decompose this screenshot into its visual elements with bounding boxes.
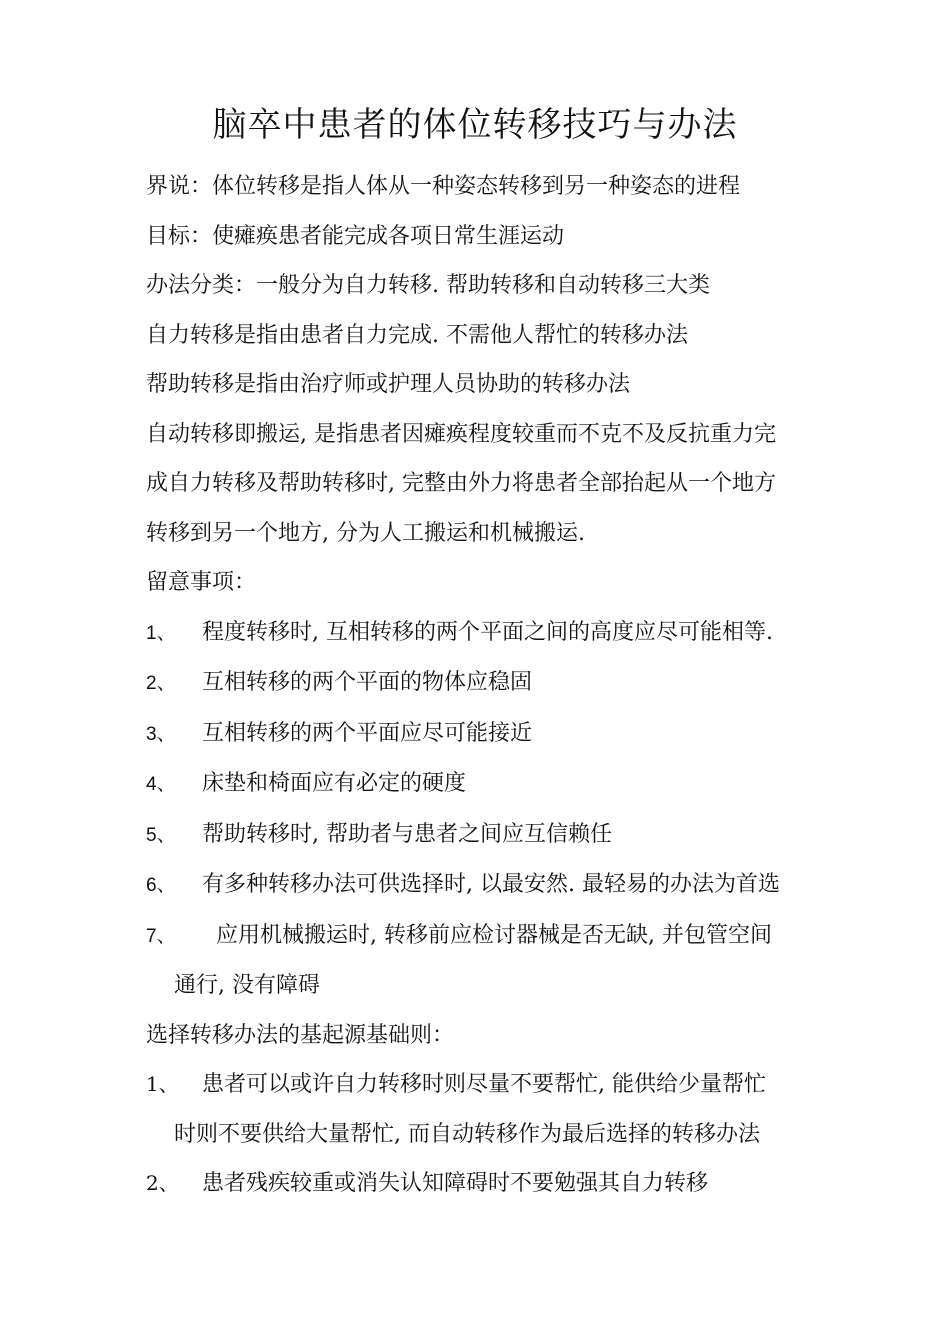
note-text: 有多种转移办法可供选择时, 以最安然. 最轻易的办法为首选 [202,872,780,897]
note-number: 7、 [146,925,176,947]
principles-heading: 选择转移办法的基起源基础则： [146,1022,455,1048]
principle-text: 患者残疾较重或消失认知障碍时不要勉强其自力转移 [202,1171,709,1196]
note-number: 5、 [146,824,176,846]
note-text: 应用机械搬运时, 转移前应检讨器械是否无缺, 并包管空间 [216,922,772,948]
classification-paragraph: 办法分类：一般分为自力转移. 帮助转移和自动转移三大类 [146,273,710,298]
principle-number: 1、 [146,1072,179,1096]
independent-transfer-paragraph: 自力转移是指由患者自力完成. 不需他人帮忙的转移办法 [146,322,688,348]
note-text: 帮助转移时, 帮助者与患者之间应互信赖任 [202,821,612,847]
principle-item [146,1159,826,1209]
note-item [146,860,826,911]
passive-transfer-line-3: 转移到另一个地方, 分为人工搬运和机械搬运. [146,520,585,546]
note-item [146,709,826,760]
note-text: 互相转移的两个平面应尽可能接近 [202,720,533,746]
note-item [146,810,826,861]
principle-item [146,1060,826,1110]
note-text: 床垫和椅面应有必定的硬度 [202,771,467,796]
passive-transfer-line-2: 成自力转移及帮助转移时, 完整由外力将患者全部抬起从一个地方 [146,471,776,496]
principle-text: 患者可以或许自力转移时则尽量不要帮忙, 能供给少量帮忙 [202,1072,766,1097]
note-text: 程度转移时, 互相转移的两个平面之间的高度应尽可能相等. [202,619,773,645]
note-item [146,759,826,810]
note-continuation: 通行, 没有障碍 [174,973,320,998]
passive-transfer-line-1: 自动转移即搬运, 是指患者因瘫痪程度较重而不克不及反抗重力完 [146,421,776,447]
note-item [146,911,826,962]
document-body [146,162,826,1209]
note-text: 互相转移的两个平面的物体应稳固 [202,670,533,695]
principle-number: 2、 [146,1171,179,1195]
note-number: 4、 [146,774,176,795]
notes-heading: 留意事项： [146,570,257,595]
note-number: 6、 [146,875,176,896]
note-number: 2、 [146,673,176,694]
assisted-transfer-paragraph: 帮助转移是指由治疗师或护理人员协助的转移办法 [146,372,631,397]
note-item [146,608,826,659]
definition-paragraph: 界说：体位转移是指人体从一种姿态转移到另一种姿态的进程 [146,174,741,199]
document-title: 脑卒中患者的体位转移技巧与办法 [212,105,738,145]
note-number: 3、 [146,723,176,745]
note-item [146,658,826,709]
note-number: 1、 [146,622,176,644]
goal-paragraph: 目标：使瘫痪患者能完成各项日常生涯运动 [146,223,565,249]
principle-continuation: 时则不要供给大量帮忙, 而自动转移作为最后选择的转移办法 [174,1121,760,1147]
